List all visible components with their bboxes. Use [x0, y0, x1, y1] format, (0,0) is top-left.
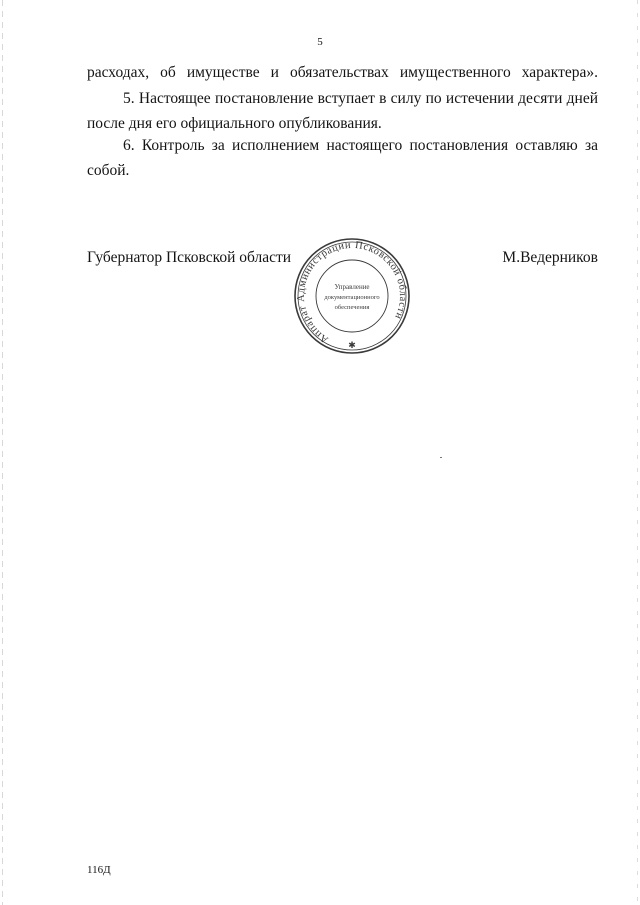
paragraph-6: 6. Контроль за исполнением настоящего постановления оставляю за собой.	[87, 137, 598, 179]
seal-center-line-1: Управление	[334, 283, 370, 291]
official-seal	[286, 238, 418, 358]
page-number: 5	[317, 36, 323, 48]
signer-name: М.Ведерников	[502, 249, 598, 266]
seal-center-line-3: обеспечения	[334, 304, 370, 311]
seal-center-line-2: документационного	[324, 294, 380, 301]
signer-position: Губернатор Псковской области	[87, 249, 292, 266]
seal-star-icon: ✱	[348, 341, 356, 351]
seal-ring-text: Аппарат Администрации Псковской области	[295, 239, 409, 345]
paragraph-5: 5. Настоящее постановление вступает в силу по истечении десяти дней после дня его официального опубликования.	[87, 90, 598, 132]
paragraph-continuation: расходах, об имуществе и обязательствах имущественного характера».	[87, 64, 598, 81]
seal-graphic	[286, 238, 418, 358]
scan-edge-left	[2, 0, 3, 905]
scan-edge-right	[637, 0, 638, 905]
scan-speck	[440, 457, 442, 458]
document-code: 116Д	[87, 864, 111, 876]
